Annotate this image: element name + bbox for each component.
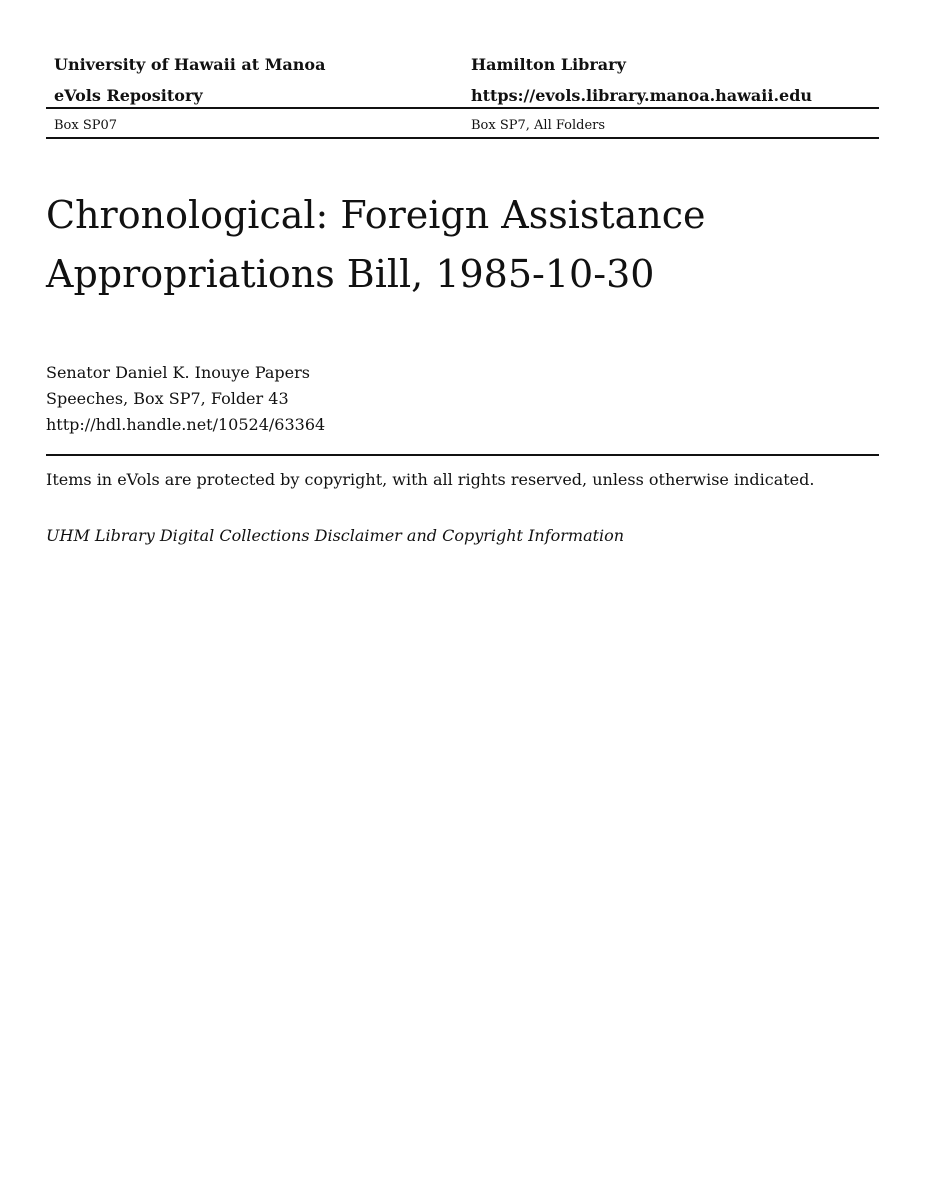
box-label-right: Box SP7, All Folders — [471, 118, 606, 133]
header-row-1 — [46, 52, 879, 83]
collection-name: Senator Daniel K. Inouye Papers — [46, 363, 310, 382]
handle-link[interactable]: http://hdl.handle.net/10524/63364 — [46, 415, 326, 434]
metadata-divider — [46, 454, 879, 456]
header-divider — [46, 107, 879, 109]
institution-name: University of Hawaii at Manoa — [54, 55, 326, 74]
folder-location: Speeches, Box SP7, Folder 43 — [46, 389, 289, 408]
subheader-divider — [46, 137, 879, 139]
repository-url[interactable]: https://evols.library.manoa.hawaii.edu — [471, 86, 813, 105]
document-title — [46, 186, 879, 304]
library-name: Hamilton Library — [471, 55, 626, 74]
copyright-notice: Items in eVols are protected by copyright, with all rights reserved, unless otherwise indicated. — [46, 470, 815, 489]
title-line-1: Chronological: Foreign Assistance — [46, 193, 706, 237]
document-metadata — [46, 360, 325, 438]
box-label-left: Box SP07 — [54, 118, 118, 133]
document-page — [46, 0, 879, 1200]
header-row-2 — [46, 83, 879, 114]
header-table — [46, 52, 879, 114]
title-line-2: Appropriations Bill, 1985-10-30 — [46, 252, 655, 296]
disclaimer-link[interactable]: UHM Library Digital Collections Disclaimer and Copyright Information — [46, 526, 625, 545]
repository-name: eVols Repository — [54, 86, 203, 105]
